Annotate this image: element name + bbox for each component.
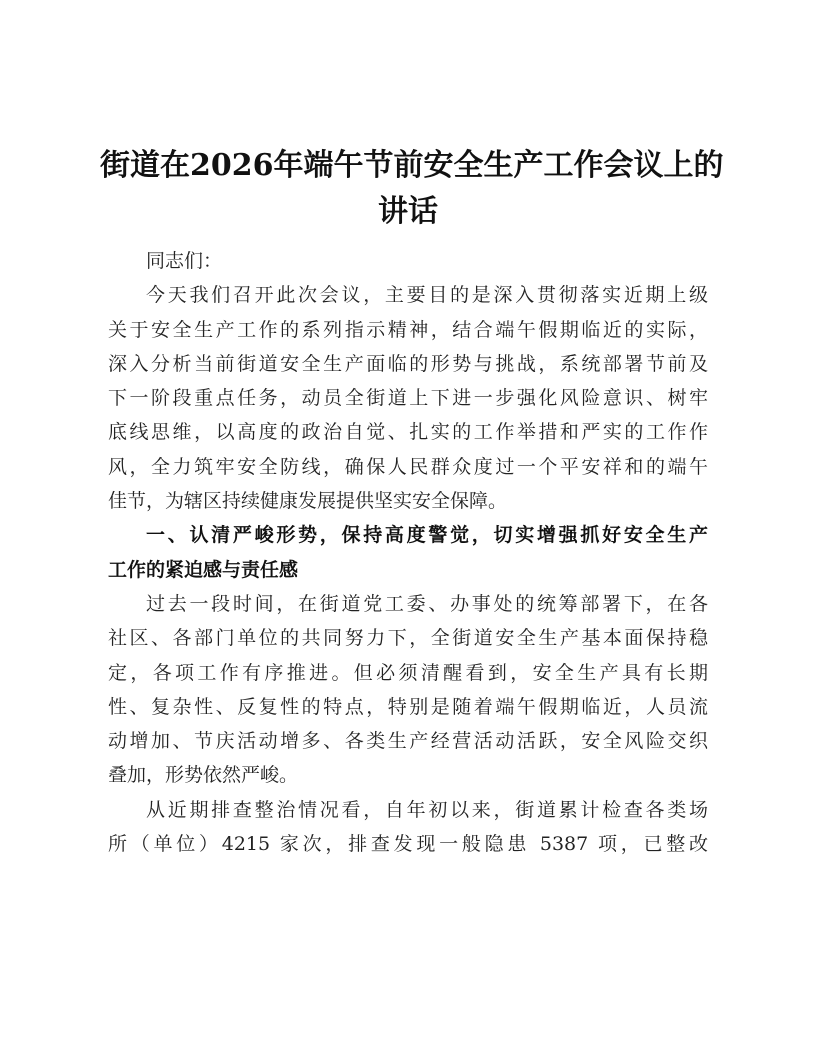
paragraph-line: 性、复杂性、反复性的特点，特别是随着端午假期临近，人员流 bbox=[108, 695, 708, 718]
paragraph-line: 所（单位）4215 家次，排查发现一般隐患 5387 项，已整改 bbox=[108, 833, 708, 856]
document-body bbox=[108, 244, 708, 861]
paragraph-statistics bbox=[108, 793, 708, 862]
paragraph-line: 佳节，为辖区持续健康发展提供坚实安全保障。 bbox=[108, 490, 508, 513]
paragraph-line: 社区、各部门单位的共同努力下，全街道安全生产基本面保持稳 bbox=[108, 627, 708, 650]
paragraph-line: 关于安全生产工作的系列指示精神，结合端午假期临近的实际， bbox=[108, 318, 708, 341]
paragraph-line: 动增加、节庆活动增多、各类生产经营活动活跃，安全风险交织 bbox=[108, 730, 708, 753]
heading-line: 工作的紧迫感与责任感 bbox=[108, 558, 299, 581]
paragraph-line: 深入分析当前街道安全生产面临的形势与挑战，系统部署节前及 bbox=[108, 352, 708, 375]
paragraph-line: 定，各项工作有序推进。但必须清醒看到，安全生产具有长期 bbox=[108, 661, 708, 684]
document-title bbox=[100, 143, 724, 235]
paragraph-line: 风，全力筑牢安全防线，确保人民群众度过一个平安祥和的端午 bbox=[108, 455, 708, 478]
salutation: 同志们： bbox=[146, 250, 223, 272]
paragraph-situation bbox=[108, 587, 708, 793]
paragraph-line: 底线思维，以高度的政治自觉、扎实的工作举措和严实的工作作 bbox=[108, 421, 708, 444]
paragraph-line: 从近期排查整治情况看，自年初以来，街道累计检查各类场 bbox=[146, 798, 708, 821]
section-heading-1 bbox=[108, 518, 708, 587]
paragraph-line: 叠加，形势依然严峻。 bbox=[108, 764, 299, 787]
title-line: 讲话 bbox=[378, 194, 438, 229]
heading-line: 一、认清严峻形势，保持高度警觉，切实增强抓好安全生产 bbox=[146, 524, 708, 547]
paragraph-line: 今天我们召开此次会议，主要目的是深入贯彻落实近期上级 bbox=[146, 284, 708, 307]
paragraph-line: 下一阶段重点任务，动员全街道上下进一步强化风险意识、树牢 bbox=[108, 387, 708, 410]
paragraph-opening bbox=[108, 278, 708, 518]
paragraph-line: 过去一段时间，在街道党工委、办事处的统筹部署下，在各 bbox=[146, 592, 708, 615]
title-line: 街道在2026年端午节前安全生产工作会议上的 bbox=[100, 148, 724, 183]
